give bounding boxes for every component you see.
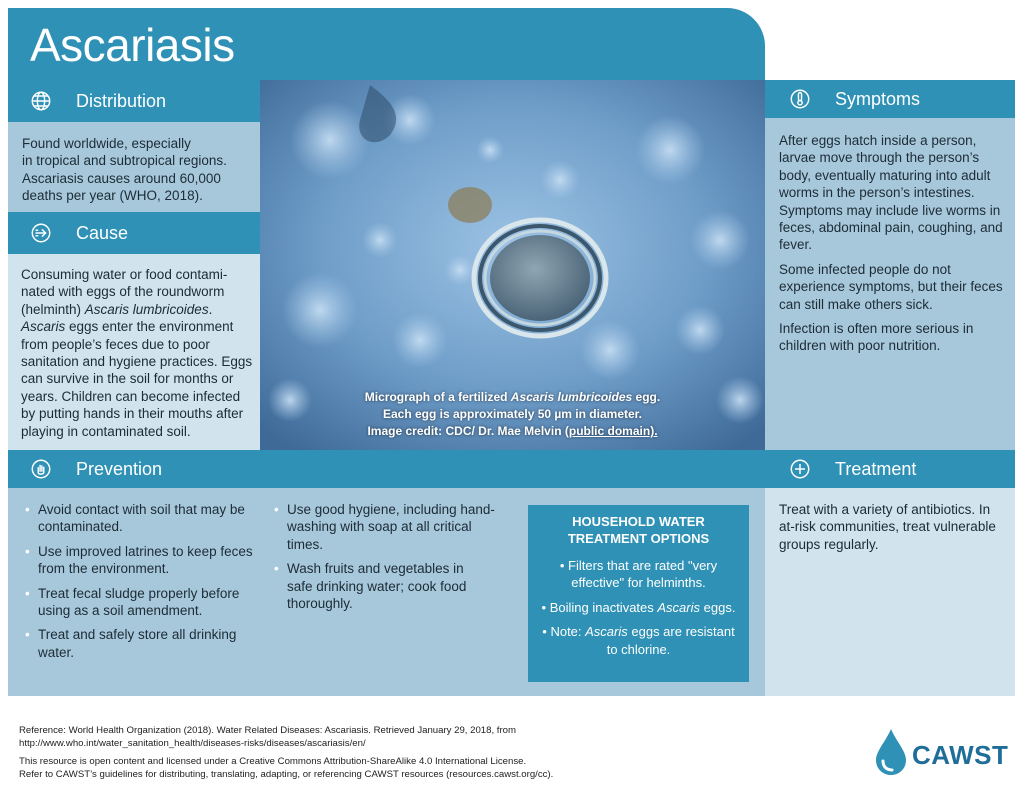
distribution-text-line: Ascariasis causes around 60,000: [22, 170, 221, 186]
cawst-logo: [872, 727, 1022, 779]
prevention-list-left: [23, 501, 268, 668]
treatment-text-line: Treat with a variety of antibiotics. In: [779, 502, 991, 517]
cause-text-line: Consuming water or food contami-: [21, 267, 228, 282]
list-item: • Use improved latrines to keep feces from the environment.: [23, 543, 268, 578]
cause-text-line: sanitation and hygiene practices. Eggs: [21, 354, 253, 370]
distribution-text-line: deaths per year (WHO, 2018).: [22, 188, 203, 204]
logo-text: CAWST: [912, 740, 1009, 770]
symptoms-header: [765, 80, 1015, 118]
cause-text-line: playing in contaminated soil.: [21, 423, 191, 439]
license: This resource is open content and licensed under a Creative Commons Attribution-ShareAlike 4.0 International License. Refer to CAWST’s guidelines for distributing, translating, adapting, or referencing CAWST resources (resources.cawst.org/cc).: [19, 756, 554, 780]
symptoms-panel: [765, 80, 1015, 450]
symptoms-body: [765, 118, 1015, 450]
list-item: • Avoid contact with soil that may be contaminated.: [23, 501, 268, 536]
cause-text-line: from people’s feces due to poor: [21, 336, 210, 352]
cause-heading: Cause: [76, 222, 129, 243]
treatment-heading: Treatment: [835, 458, 917, 479]
cause-text-line: Ascaris eggs enter the environment: [21, 319, 234, 335]
reference-url[interactable]: http://www.who.int/water_sanitation_health/diseases-risks/diseases/ascariasis/en/: [19, 738, 366, 749]
reference: Reference: World Health Organization (2018). Water Related Diseases: Ascariasis. Retrieved January 29, 2018, from http://www.who.int/water_sanitation_health/diseases-risks/diseases/ascariasis/en/: [19, 725, 516, 749]
cause-header: [8, 212, 260, 254]
footer: [19, 724, 779, 786]
caption-line: Image credit: CDC/ Dr. Mae Melvin (public domain).: [367, 424, 658, 438]
prevention-list-right: [272, 501, 502, 619]
prevention-header: [8, 450, 765, 488]
list-item: • Treat and safely store all drinking water.: [23, 626, 268, 661]
distribution-panel: [8, 80, 260, 212]
household-title: HOUSEHOLD WATER TREATMENT OPTIONS: [567, 514, 710, 546]
list-item: • Wash fruits and vegetables in safe drinking water; cook food thoroughly.: [272, 560, 502, 612]
prevention-heading: Prevention: [76, 458, 163, 479]
photo-caption: [260, 389, 765, 440]
thermometer-icon: [789, 88, 811, 110]
cause-text-line: (helminth) Ascaris lumbricoides.: [21, 301, 213, 317]
treatment-text-line: at-risk communities, treat vulnerable: [779, 519, 996, 535]
list-item: • Treat fecal sludge properly before using as a soil amendment.: [23, 585, 268, 620]
treatment-body: [765, 488, 1015, 696]
globe-icon: [30, 90, 52, 112]
treatment-text-line: groups regularly.: [779, 536, 879, 552]
list-item: • Use good hygiene, including hand- washing with soap at all critical times.: [272, 501, 502, 553]
symptoms-paragraph: Infection is often more serious in children with poor nutrition.: [779, 321, 974, 354]
water-drop-icon: [874, 727, 908, 777]
list-item: • Filters that are rated "very effective" for helminths.: [559, 558, 718, 591]
arrow-right-circle-icon: [30, 222, 52, 244]
treatment-header: [765, 450, 1015, 488]
list-item: • Boiling inactivates Ascaris eggs.: [541, 599, 736, 615]
page-title: Ascariasis: [30, 19, 235, 71]
distribution-body: [8, 122, 260, 212]
household-list: [528, 557, 749, 658]
micrograph-image: [260, 80, 765, 450]
hand-icon: [30, 458, 52, 480]
distribution-header: [8, 80, 260, 122]
title-banner: [8, 8, 765, 80]
distribution-text-line: Found worldwide, especially: [22, 136, 191, 151]
symptoms-heading: Symptoms: [835, 88, 921, 109]
symptoms-paragraph: Some infected people do not experience symptoms, but their feces can still make others sick.: [779, 261, 1003, 312]
plus-circle-icon: [789, 458, 811, 480]
cause-text-line: years. Children can become infected: [21, 388, 241, 404]
cause-text-line: nated with eggs of the roundworm: [21, 284, 225, 300]
cause-text-line: by putting hands in their mouths after: [21, 406, 244, 422]
symptoms-paragraph: After eggs hatch inside a person, larvae move through the person’s body, eventually maturing into adult worms in the person’s intestines. Symptoms may include live worms in feces, abdominal pain, coughing, and fever.: [779, 133, 1003, 253]
cause-body: [8, 254, 260, 450]
distribution-text-line: in tropical and subtropical regions.: [22, 153, 227, 169]
distribution-heading: Distribution: [76, 90, 167, 111]
caption-line: Each egg is approximately 50 µm in diameter.: [382, 407, 642, 421]
cause-text-line: can survive in the soil for months or: [21, 371, 234, 387]
treatment-panel: [765, 450, 1015, 696]
caption-line: Micrograph of a fertilized Ascaris lumbricoides egg.: [364, 390, 661, 404]
public-domain-link[interactable]: public domain).: [568, 424, 658, 438]
list-item: • Note: Ascaris eggs are resistant to chlorine.: [542, 624, 735, 657]
household-water-treatment-box: [528, 505, 749, 682]
cause-panel: [8, 212, 260, 450]
